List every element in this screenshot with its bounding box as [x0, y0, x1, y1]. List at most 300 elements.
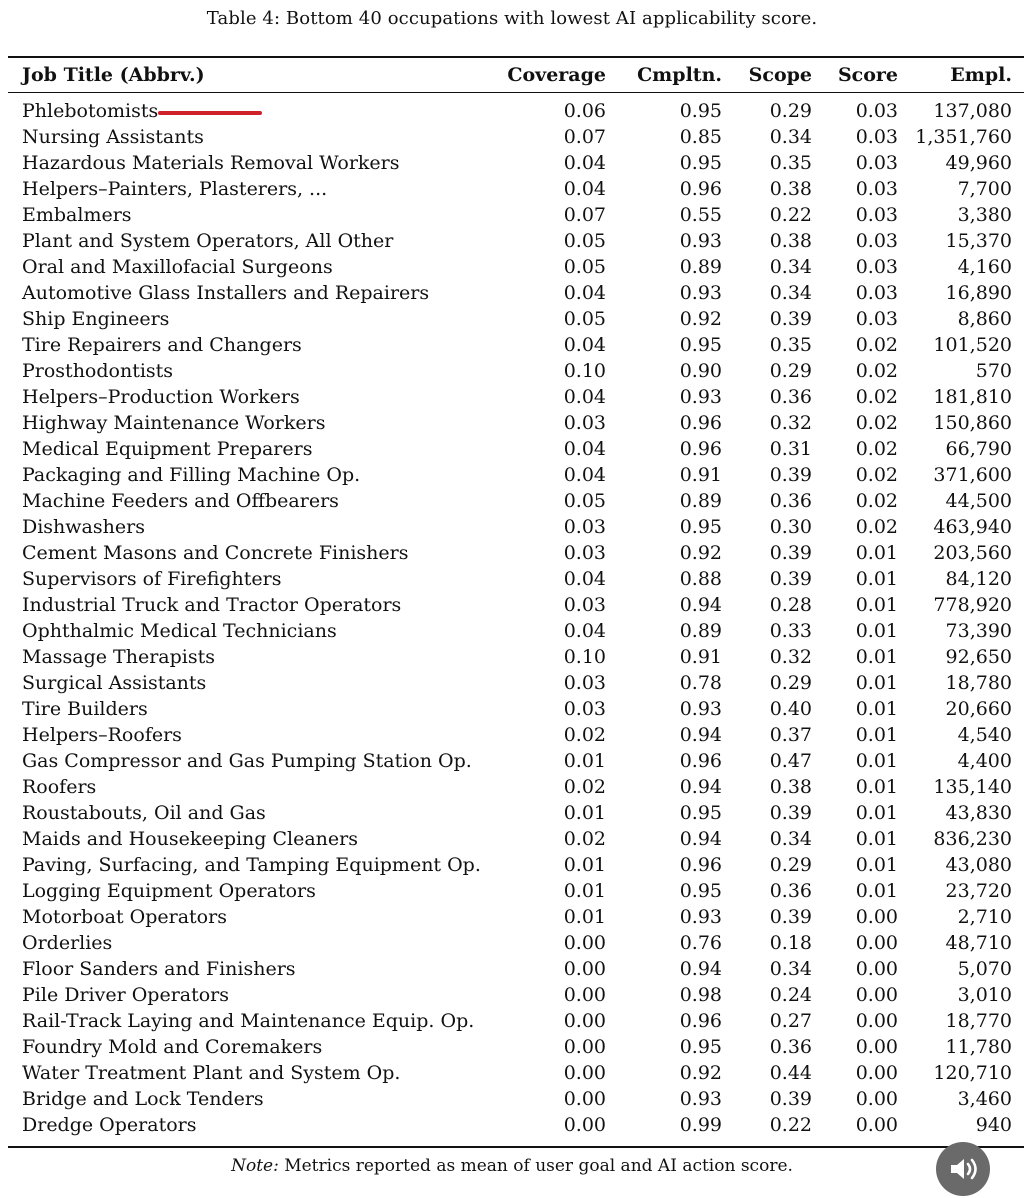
cell-title	[8, 748, 498, 774]
cell-scope	[722, 410, 812, 436]
cell-coverage-text: 0.04	[563, 178, 606, 200]
table-header-row	[8, 58, 1012, 92]
cell-coverage	[498, 540, 606, 566]
cell-coverage	[498, 332, 606, 358]
cell-scope-text: 0.39	[769, 906, 812, 928]
highlight-underline-mark	[158, 111, 262, 115]
table-row	[8, 1034, 1012, 1060]
cell-title	[8, 176, 498, 202]
cell-coverage-text: 0.04	[563, 438, 606, 460]
cell-score-text: 0.01	[855, 646, 898, 668]
cell-cmpltn-text: 0.88	[679, 568, 722, 590]
cell-scope	[722, 202, 812, 228]
cell-cmpltn-text: 0.96	[679, 1010, 722, 1032]
cell-score	[812, 1060, 898, 1086]
cell-scope-text: 0.47	[769, 750, 812, 772]
cell-scope	[722, 488, 812, 514]
cell-scope-text: 0.22	[769, 204, 812, 226]
cell-title-text: Automotive Glass Installers and Repairers	[22, 282, 430, 304]
cell-score-text: 0.00	[855, 1088, 898, 1110]
cell-coverage-text: 0.04	[563, 334, 606, 356]
cell-cmpltn	[606, 384, 722, 410]
cell-title-text: Ship Engineers	[22, 308, 170, 330]
cell-cmpltn-text: 0.94	[679, 776, 722, 798]
cell-title-text: Cement Masons and Concrete Finishers	[22, 542, 409, 564]
cell-empl-text: 101,520	[933, 334, 1012, 356]
cell-title-text: Dishwashers	[22, 516, 145, 538]
cell-score-text: 0.03	[855, 178, 898, 200]
cell-title-text: Machine Feeders and Offbearers	[22, 490, 339, 512]
cell-cmpltn	[606, 748, 722, 774]
cell-empl	[898, 124, 1012, 150]
cell-cmpltn	[606, 436, 722, 462]
cell-cmpltn-text: 0.95	[679, 516, 722, 538]
cell-coverage-text: 0.00	[563, 1062, 606, 1084]
cell-title-text: Rail-Track Laying and Maintenance Equip. Op.	[22, 1010, 475, 1032]
table-row	[8, 1112, 1012, 1138]
cell-coverage	[498, 956, 606, 982]
cell-scope-text: 0.39	[769, 1088, 812, 1110]
cell-coverage	[498, 644, 606, 670]
cell-coverage-text: 0.04	[563, 620, 606, 642]
cell-coverage-text: 0.03	[563, 698, 606, 720]
cell-empl	[898, 826, 1012, 852]
cell-empl-text: 5,070	[957, 958, 1012, 980]
cell-score	[812, 566, 898, 592]
cell-coverage	[498, 280, 606, 306]
cell-coverage-text: 0.01	[563, 854, 606, 876]
cell-cmpltn	[606, 358, 722, 384]
cell-scope-text: 0.27	[769, 1010, 812, 1032]
cell-title	[8, 358, 498, 384]
table-note	[0, 1156, 1024, 1176]
cell-scope	[722, 696, 812, 722]
cell-title	[8, 774, 498, 800]
cell-coverage	[498, 176, 606, 202]
cell-cmpltn	[606, 852, 722, 878]
cell-coverage-text: 0.05	[563, 308, 606, 330]
cell-coverage	[498, 462, 606, 488]
table-row	[8, 176, 1012, 202]
cell-title	[8, 228, 498, 254]
table-row	[8, 696, 1012, 722]
cell-coverage	[498, 878, 606, 904]
table-row	[8, 722, 1012, 748]
cell-scope	[722, 826, 812, 852]
cell-score-text: 0.02	[855, 438, 898, 460]
cell-score-text: 0.00	[855, 958, 898, 980]
cell-coverage	[498, 1060, 606, 1086]
cell-cmpltn	[606, 176, 722, 202]
cell-cmpltn	[606, 306, 722, 332]
cell-score	[812, 540, 898, 566]
cell-empl-text: 20,660	[945, 698, 1012, 720]
cell-scope	[722, 592, 812, 618]
cell-empl-text: 150,860	[933, 412, 1012, 434]
cell-empl	[898, 800, 1012, 826]
cell-empl-text: 3,380	[957, 204, 1012, 226]
cell-cmpltn	[606, 696, 722, 722]
cell-coverage-text: 0.00	[563, 984, 606, 1006]
cell-scope	[722, 904, 812, 930]
cell-title	[8, 670, 498, 696]
cell-title	[8, 150, 498, 176]
cell-scope	[722, 332, 812, 358]
cell-cmpltn-text: 0.92	[679, 542, 722, 564]
cell-empl	[898, 176, 1012, 202]
cell-scope-text: 0.32	[769, 646, 812, 668]
table-row	[8, 436, 1012, 462]
table-row	[8, 852, 1012, 878]
cell-score	[812, 306, 898, 332]
cell-scope-text: 0.34	[769, 282, 812, 304]
cell-cmpltn-text: 0.95	[679, 334, 722, 356]
table-row	[8, 670, 1012, 696]
cell-scope	[722, 956, 812, 982]
cell-empl	[898, 488, 1012, 514]
cell-scope-text: 0.37	[769, 724, 812, 746]
cell-empl	[898, 1008, 1012, 1034]
cell-scope-text: 0.28	[769, 594, 812, 616]
cell-scope-text: 0.34	[769, 958, 812, 980]
cell-cmpltn	[606, 1086, 722, 1112]
table-row	[8, 748, 1012, 774]
table-row	[8, 124, 1012, 150]
cell-scope-text: 0.31	[769, 438, 812, 460]
cell-cmpltn-text: 0.99	[679, 1114, 722, 1136]
cell-score-text: 0.00	[855, 1114, 898, 1136]
cell-title	[8, 644, 498, 670]
cell-score	[812, 436, 898, 462]
cell-empl-text: 7,700	[957, 178, 1012, 200]
cell-title-text: Ophthalmic Medical Technicians	[22, 620, 337, 642]
cell-coverage	[498, 592, 606, 618]
cell-title	[8, 800, 498, 826]
table-row	[8, 306, 1012, 332]
cell-scope-text: 0.36	[769, 1036, 812, 1058]
cell-cmpltn-text: 0.94	[679, 958, 722, 980]
cell-empl-text: 43,830	[945, 802, 1012, 824]
cell-empl	[898, 1034, 1012, 1060]
cell-title	[8, 540, 498, 566]
table-row	[8, 540, 1012, 566]
cell-empl-text: 203,560	[933, 542, 1012, 564]
cell-scope	[722, 618, 812, 644]
cell-title	[8, 956, 498, 982]
cell-title-text: Embalmers	[22, 204, 132, 226]
cell-coverage	[498, 124, 606, 150]
cell-empl	[898, 774, 1012, 800]
cell-score	[812, 176, 898, 202]
cell-coverage	[498, 566, 606, 592]
cell-scope-text: 0.36	[769, 880, 812, 902]
cell-cmpltn-text: 0.76	[679, 932, 722, 954]
cell-empl-text: 15,370	[945, 230, 1012, 252]
cell-score	[812, 774, 898, 800]
table-row	[8, 228, 1012, 254]
cell-coverage-text: 0.00	[563, 1036, 606, 1058]
cell-score	[812, 826, 898, 852]
cell-scope-text: 0.29	[769, 672, 812, 694]
cell-score	[812, 618, 898, 644]
cell-scope	[722, 436, 812, 462]
cell-cmpltn	[606, 1112, 722, 1138]
cell-score	[812, 98, 898, 124]
cell-empl	[898, 982, 1012, 1008]
cell-coverage-text: 0.02	[563, 776, 606, 798]
cell-score	[812, 1034, 898, 1060]
audio-toggle-button[interactable]	[936, 1142, 990, 1196]
table-row	[8, 280, 1012, 306]
cell-coverage-text: 0.00	[563, 1114, 606, 1136]
table-row	[8, 332, 1012, 358]
cell-score-text: 0.01	[855, 542, 898, 564]
cell-score-text: 0.02	[855, 516, 898, 538]
cell-score	[812, 488, 898, 514]
cell-scope	[722, 1112, 812, 1138]
cell-empl-text: 940	[975, 1114, 1012, 1136]
cell-scope-text: 0.40	[769, 698, 812, 720]
cell-coverage	[498, 1034, 606, 1060]
cell-empl-text: 135,140	[933, 776, 1012, 798]
cell-title-text: Highway Maintenance Workers	[22, 412, 326, 434]
cell-coverage	[498, 202, 606, 228]
cell-score	[812, 1112, 898, 1138]
cell-score	[812, 254, 898, 280]
cell-score-text: 0.03	[855, 204, 898, 226]
cell-scope-text: 0.35	[769, 334, 812, 356]
cell-title	[8, 566, 498, 592]
cell-score-text: 0.01	[855, 620, 898, 642]
cell-scope	[722, 358, 812, 384]
table-row	[8, 644, 1012, 670]
cell-score-text: 0.03	[855, 126, 898, 148]
cell-scope	[722, 98, 812, 124]
cell-title-text: Foundry Mold and Coremakers	[22, 1036, 323, 1058]
cell-cmpltn	[606, 904, 722, 930]
cell-empl-text: 836,230	[933, 828, 1012, 850]
cell-coverage	[498, 1112, 606, 1138]
cell-empl	[898, 878, 1012, 904]
cell-coverage	[498, 150, 606, 176]
cell-empl	[898, 254, 1012, 280]
cell-cmpltn-text: 0.90	[679, 360, 722, 382]
cell-cmpltn	[606, 280, 722, 306]
cell-score-text: 0.03	[855, 152, 898, 174]
cell-cmpltn	[606, 1008, 722, 1034]
cell-coverage	[498, 98, 606, 124]
cell-title	[8, 592, 498, 618]
cell-score	[812, 644, 898, 670]
cell-cmpltn-text: 0.92	[679, 1062, 722, 1084]
cell-empl-text: 66,790	[945, 438, 1012, 460]
cell-coverage	[498, 436, 606, 462]
cell-score-text: 0.01	[855, 854, 898, 876]
cell-scope-text: 0.39	[769, 568, 812, 590]
cell-cmpltn	[606, 228, 722, 254]
cell-title-text: Roofers	[22, 776, 97, 798]
cell-coverage	[498, 800, 606, 826]
table-row	[8, 904, 1012, 930]
table-row	[8, 982, 1012, 1008]
cell-cmpltn-text: 0.89	[679, 490, 722, 512]
cell-coverage-text: 0.07	[563, 204, 606, 226]
cell-cmpltn-text: 0.95	[679, 1036, 722, 1058]
cell-cmpltn	[606, 1034, 722, 1060]
cell-title-text: Floor Sanders and Finishers	[22, 958, 296, 980]
cell-scope-text: 0.34	[769, 828, 812, 850]
cell-coverage-text: 0.01	[563, 802, 606, 824]
cell-score	[812, 722, 898, 748]
cell-cmpltn	[606, 670, 722, 696]
occupations-table	[8, 58, 1012, 1138]
cell-cmpltn	[606, 540, 722, 566]
cell-cmpltn-text: 0.96	[679, 178, 722, 200]
table-row	[8, 930, 1012, 956]
cell-cmpltn-text: 0.78	[679, 672, 722, 694]
cell-scope-text: 0.34	[769, 256, 812, 278]
cell-scope	[722, 1034, 812, 1060]
cell-score	[812, 878, 898, 904]
cell-coverage-text: 0.04	[563, 386, 606, 408]
cell-cmpltn	[606, 566, 722, 592]
cell-cmpltn-text: 0.92	[679, 308, 722, 330]
cell-cmpltn	[606, 930, 722, 956]
cell-score	[812, 956, 898, 982]
cell-coverage-text: 0.10	[563, 646, 606, 668]
cell-cmpltn	[606, 800, 722, 826]
cell-score	[812, 748, 898, 774]
cell-score-text: 0.00	[855, 1010, 898, 1032]
cell-scope	[722, 1086, 812, 1112]
cell-empl	[898, 462, 1012, 488]
cell-title	[8, 930, 498, 956]
cell-title	[8, 202, 498, 228]
cell-empl	[898, 332, 1012, 358]
cell-coverage-text: 0.03	[563, 594, 606, 616]
table-row	[8, 462, 1012, 488]
cell-empl	[898, 748, 1012, 774]
cell-empl	[898, 930, 1012, 956]
cell-empl	[898, 644, 1012, 670]
table-row	[8, 488, 1012, 514]
cell-score	[812, 202, 898, 228]
cell-title-text: Plant and System Operators, All Other	[22, 230, 394, 252]
cell-title	[8, 488, 498, 514]
cell-title	[8, 1008, 498, 1034]
cell-coverage-text: 0.04	[563, 568, 606, 590]
cell-empl-text: 4,400	[957, 750, 1012, 772]
cell-score	[812, 384, 898, 410]
cell-coverage	[498, 670, 606, 696]
cell-coverage-text: 0.00	[563, 1010, 606, 1032]
cell-cmpltn	[606, 410, 722, 436]
cell-cmpltn-text: 0.98	[679, 984, 722, 1006]
cell-score	[812, 800, 898, 826]
cell-empl-text: 463,940	[933, 516, 1012, 538]
cell-cmpltn-text: 0.55	[679, 204, 722, 226]
cell-score	[812, 670, 898, 696]
cell-score	[812, 904, 898, 930]
cell-scope	[722, 280, 812, 306]
table-row	[8, 956, 1012, 982]
cell-title-text: Dredge Operators	[22, 1114, 197, 1136]
cell-score-text: 0.02	[855, 464, 898, 486]
cell-cmpltn-text: 0.95	[679, 152, 722, 174]
cell-cmpltn-text: 0.95	[679, 100, 722, 122]
cell-scope-text: 0.39	[769, 542, 812, 564]
cell-empl-text: 2,710	[957, 906, 1012, 928]
cell-scope-text: 0.33	[769, 620, 812, 642]
cell-cmpltn-text: 0.89	[679, 620, 722, 642]
cell-scope-text: 0.44	[769, 1062, 812, 1084]
cell-empl-text: 18,780	[945, 672, 1012, 694]
cell-score	[812, 280, 898, 306]
cell-title	[8, 878, 498, 904]
cell-empl-text: 3,460	[957, 1088, 1012, 1110]
cell-scope	[722, 722, 812, 748]
cell-coverage-text: 0.00	[563, 958, 606, 980]
cell-title-text: Paving, Surfacing, and Tamping Equipment Op.	[22, 854, 481, 876]
cell-scope	[722, 176, 812, 202]
cell-cmpltn-text: 0.91	[679, 646, 722, 668]
header-score: Score	[837, 64, 898, 86]
cell-scope	[722, 566, 812, 592]
cell-title	[8, 618, 498, 644]
cell-cmpltn-text: 0.94	[679, 594, 722, 616]
cell-scope	[722, 228, 812, 254]
cell-scope-text: 0.36	[769, 386, 812, 408]
cell-scope	[722, 462, 812, 488]
cell-score-text: 0.01	[855, 828, 898, 850]
cell-scope-text: 0.22	[769, 1114, 812, 1136]
cell-scope	[722, 748, 812, 774]
cell-title-text: Water Treatment Plant and System Op.	[22, 1062, 401, 1084]
cell-scope-text: 0.18	[769, 932, 812, 954]
cell-cmpltn	[606, 150, 722, 176]
cell-title-text: Prosthodontists	[22, 360, 174, 382]
cell-empl	[898, 384, 1012, 410]
cell-empl-text: 371,600	[933, 464, 1012, 486]
cell-cmpltn	[606, 982, 722, 1008]
cell-empl-text: 92,650	[945, 646, 1012, 668]
table-row	[8, 98, 1012, 124]
cell-cmpltn	[606, 1060, 722, 1086]
cell-cmpltn-text: 0.96	[679, 750, 722, 772]
cell-score-text: 0.01	[855, 568, 898, 590]
cell-scope-text: 0.38	[769, 178, 812, 200]
cell-empl-text: 778,920	[933, 594, 1012, 616]
cell-empl	[898, 1060, 1012, 1086]
cell-title-text: Tire Builders	[22, 698, 148, 720]
cell-empl-text: 44,500	[945, 490, 1012, 512]
cell-scope	[722, 150, 812, 176]
cell-cmpltn-text: 0.93	[679, 386, 722, 408]
cell-coverage-text: 0.04	[563, 282, 606, 304]
cell-coverage	[498, 826, 606, 852]
table-row	[8, 826, 1012, 852]
cell-cmpltn-text: 0.96	[679, 412, 722, 434]
cell-cmpltn-text: 0.85	[679, 126, 722, 148]
cell-coverage	[498, 514, 606, 540]
cell-empl-text: 49,960	[945, 152, 1012, 174]
cell-title-text: Roustabouts, Oil and Gas	[22, 802, 266, 824]
cell-scope	[722, 982, 812, 1008]
cell-score	[812, 462, 898, 488]
cell-title-text: Orderlies	[22, 932, 113, 954]
cell-title	[8, 1086, 498, 1112]
cell-title	[8, 982, 498, 1008]
